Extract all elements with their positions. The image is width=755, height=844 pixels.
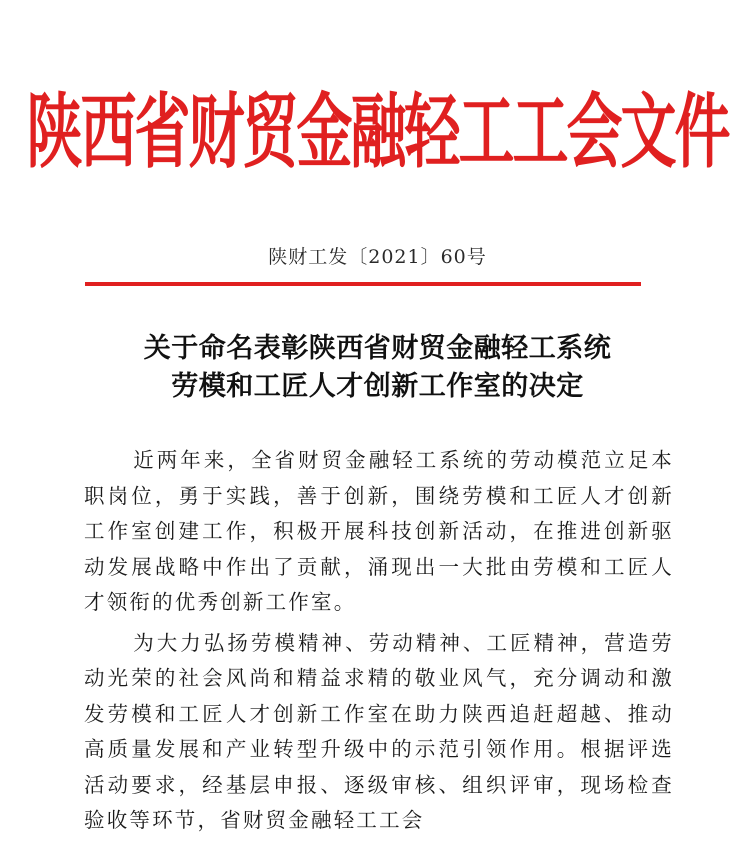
masthead-title: 陕西省财贸金融轻工工会文件 [26, 86, 729, 181]
red-separator-line [85, 282, 641, 286]
document-title [0, 330, 755, 406]
title-line-2: 劳模和工匠人才创新工作室的决定 [171, 371, 584, 402]
paragraph-1: 近两年来，全省财贸金融轻工系统的劳动模范立足本职岗位，勇于实践，善于创新，围绕劳模和工匠人才创新工作室创建工作，积极开展科技创新活动，在推进创新驱动发展战略中作出了贡献，涌现出一大批由劳模和工匠人才领衔的优秀创新工作室。 [84, 448, 674, 614]
paragraph-2: 为大力弘扬劳模精神、劳动精神、工匠精神，营造劳动光荣的社会风尚和精益求精的敬业风气，充分调动和激发劳模和工匠人才创新工作室在助力陕西追赶超越、推动高质量发展和产业转型升级中的示范引领作用。根据评选活动要求，经基层申报、逐级审核、组织评审，现场检查验收等环节，省财贸金融轻工工会 [84, 630, 674, 832]
title-line-1: 关于命名表彰陕西省财贸金融轻工系统 [143, 333, 612, 364]
document-number: 陕财工发〔2021〕60号 [268, 246, 487, 268]
document-body [84, 443, 674, 844]
